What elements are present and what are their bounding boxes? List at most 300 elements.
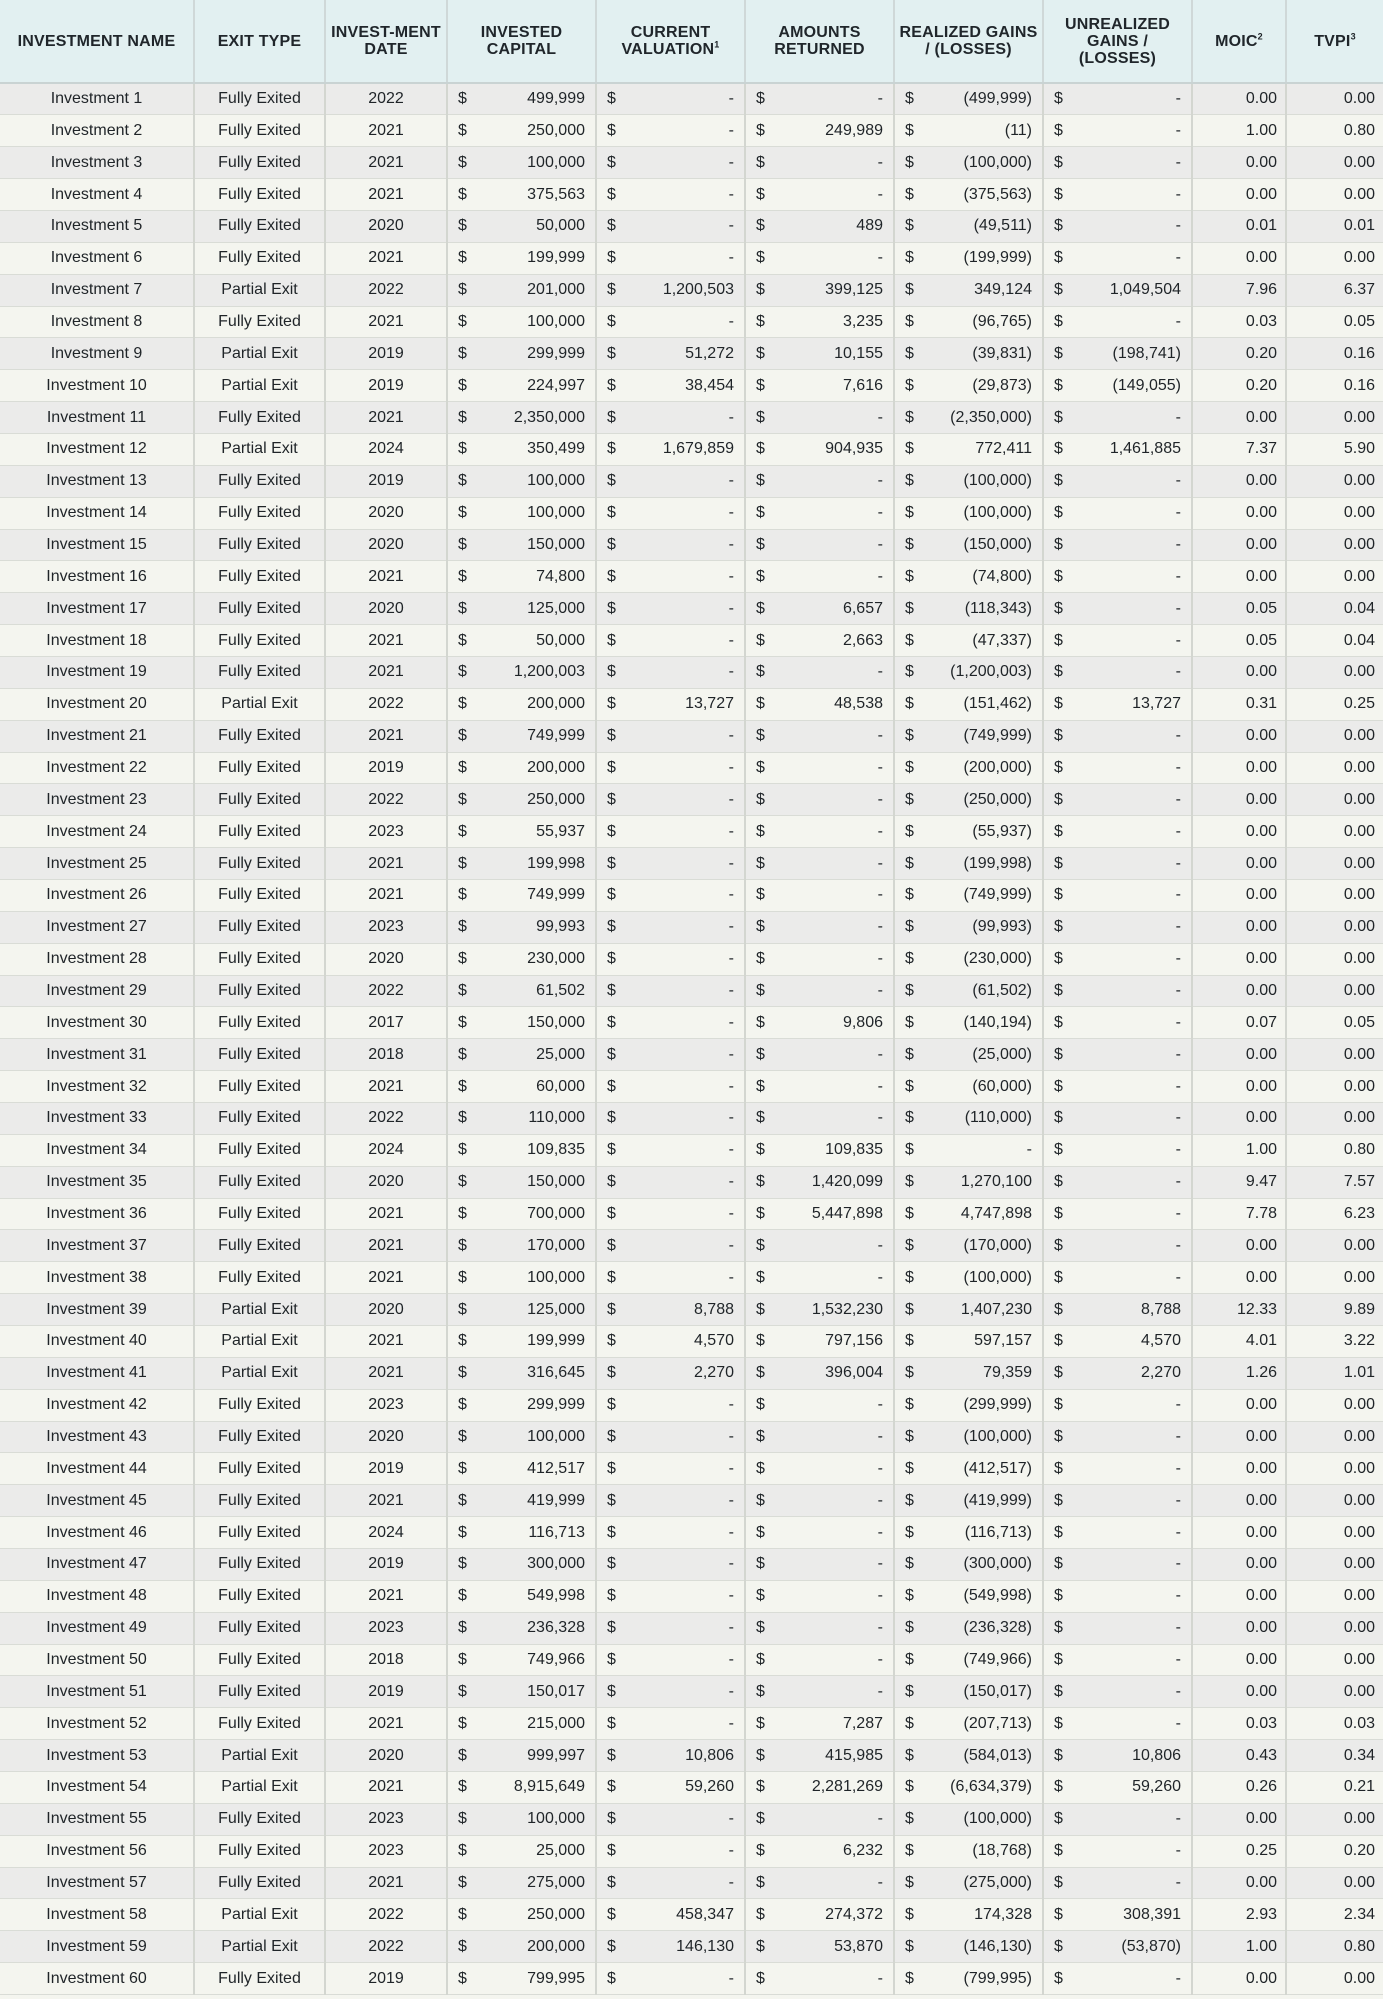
currency-symbol: $ xyxy=(607,1937,616,1955)
currency-symbol: $ xyxy=(905,376,914,394)
currency-symbol: $ xyxy=(458,1459,467,1477)
cell-exit-type: Fully Exited xyxy=(194,497,325,529)
header-unrealized-gains[interactable]: UNREALIZED GAINS / (LOSSES) xyxy=(1043,0,1192,83)
cell-realized-gains xyxy=(894,943,1043,975)
cell-tvpi: 0.00 xyxy=(1286,1421,1383,1453)
cell-investment-name: Investment 48 xyxy=(0,1580,194,1612)
table-row[interactable] xyxy=(0,752,1383,784)
currency-symbol: $ xyxy=(1054,440,1063,458)
currency-symbol: $ xyxy=(607,185,616,203)
table-row[interactable] xyxy=(0,1166,1383,1198)
cell-exit-type: Fully Exited xyxy=(194,1262,325,1294)
cell-exit-type: Fully Exited xyxy=(194,1612,325,1644)
cell-amounts-returned xyxy=(745,656,894,688)
currency-symbol: $ xyxy=(905,1396,914,1414)
cell-value: (100,000) xyxy=(963,153,1032,171)
currency-symbol: $ xyxy=(607,822,616,840)
currency-symbol: $ xyxy=(458,1651,467,1669)
table-row[interactable] xyxy=(0,975,1383,1007)
currency-symbol: $ xyxy=(905,727,914,745)
cell-unrealized-gains xyxy=(1043,1230,1192,1262)
cell-investment-date: 2022 xyxy=(325,784,447,816)
cell-exit-type: Fully Exited xyxy=(194,1230,325,1262)
cell-value: 13,727 xyxy=(1132,695,1181,713)
cell-tvpi: 0.00 xyxy=(1286,656,1383,688)
cell-tvpi: 0.25 xyxy=(1286,688,1383,720)
table-row[interactable] xyxy=(0,338,1383,370)
cell-investment-name: Investment 5 xyxy=(0,210,194,242)
currency-symbol: $ xyxy=(905,440,914,458)
currency-symbol: $ xyxy=(458,1428,467,1446)
table-row[interactable] xyxy=(0,625,1383,657)
currency-symbol: $ xyxy=(458,535,467,553)
table-row[interactable] xyxy=(0,242,1383,274)
cell-tvpi: 0.80 xyxy=(1286,115,1383,147)
cell-value: (250,000) xyxy=(963,790,1032,808)
currency-symbol: $ xyxy=(756,599,765,617)
cell-moic: 0.00 xyxy=(1192,975,1286,1007)
cell-amounts-returned xyxy=(745,943,894,975)
currency-symbol: $ xyxy=(607,1523,616,1541)
table-row[interactable] xyxy=(0,1134,1383,1166)
cell-unrealized-gains xyxy=(1043,816,1192,848)
cell-value: (18,768) xyxy=(972,1842,1032,1860)
cell-current-valuation xyxy=(596,848,745,880)
currency-symbol: $ xyxy=(905,312,914,330)
table-row[interactable] xyxy=(0,1740,1383,1772)
cell-value: - xyxy=(877,1396,883,1414)
cell-tvpi: 0.04 xyxy=(1286,593,1383,625)
table-row[interactable] xyxy=(0,688,1383,720)
cell-value: - xyxy=(728,1077,734,1095)
cell-value: 1,532,230 xyxy=(811,1300,883,1318)
currency-symbol: $ xyxy=(607,1396,616,1414)
currency-symbol: $ xyxy=(756,1714,765,1732)
table-row[interactable] xyxy=(0,1517,1383,1549)
cell-value: - xyxy=(728,1141,734,1159)
header-tvpi[interactable]: TVPI$^3$ xyxy=(1286,0,1383,83)
cell-amounts-returned xyxy=(745,1007,894,1039)
cell-value: - xyxy=(1175,249,1181,267)
cell-investment-date: 2020 xyxy=(325,1421,447,1453)
currency-symbol: $ xyxy=(756,790,765,808)
currency-symbol: $ xyxy=(458,1874,467,1892)
currency-symbol: $ xyxy=(607,695,616,713)
cell-tvpi: 5.90 xyxy=(1286,433,1383,465)
cell-unrealized-gains xyxy=(1043,1835,1192,1867)
currency-symbol: $ xyxy=(607,1332,616,1350)
currency-symbol: $ xyxy=(756,1396,765,1414)
cell-realized-gains xyxy=(894,465,1043,497)
table-row[interactable] xyxy=(0,465,1383,497)
table-row[interactable] xyxy=(0,720,1383,752)
table-row[interactable] xyxy=(0,1612,1383,1644)
cell-value: - xyxy=(1175,727,1181,745)
cell-unrealized-gains xyxy=(1043,943,1192,975)
header-exit-type[interactable]: EXIT TYPE xyxy=(194,0,325,83)
cell-value: - xyxy=(1175,1682,1181,1700)
cell-unrealized-gains xyxy=(1043,911,1192,943)
cell-invested-capital xyxy=(447,210,596,242)
currency-symbol: $ xyxy=(905,1905,914,1923)
cell-invested-capital xyxy=(447,1740,596,1772)
header-invested-capital[interactable]: INVESTED CAPITAL xyxy=(447,0,596,83)
table-row[interactable] xyxy=(0,1485,1383,1517)
table-row[interactable] xyxy=(0,1453,1383,1485)
currency-symbol: $ xyxy=(607,1428,616,1446)
cell-invested-capital xyxy=(447,338,596,370)
cell-invested-capital xyxy=(447,1389,596,1421)
cell-investment-name: Investment 34 xyxy=(0,1134,194,1166)
currency-symbol: $ xyxy=(607,1109,616,1127)
currency-symbol: $ xyxy=(756,950,765,968)
cell-value: - xyxy=(728,1459,734,1477)
cell-value: - xyxy=(877,1969,883,1987)
table-row[interactable] xyxy=(0,1867,1383,1899)
header-investment-date[interactable]: INVEST-MENT DATE xyxy=(325,0,447,83)
cell-value: (375,563) xyxy=(963,185,1032,203)
currency-symbol: $ xyxy=(905,249,914,267)
cell-moic: 0.00 xyxy=(1192,656,1286,688)
cell-moic: 12.33 xyxy=(1192,1294,1286,1326)
cell-value: - xyxy=(877,790,883,808)
cell-moic: 0.00 xyxy=(1192,1039,1286,1071)
currency-symbol: $ xyxy=(905,153,914,171)
table-row[interactable] xyxy=(0,593,1383,625)
table-row[interactable] xyxy=(0,1421,1383,1453)
currency-symbol: $ xyxy=(905,758,914,776)
currency-symbol: $ xyxy=(607,1874,616,1892)
cell-invested-capital xyxy=(447,147,596,179)
cell-invested-capital xyxy=(447,1039,596,1071)
currency-symbol: $ xyxy=(905,1013,914,1031)
table-row[interactable] xyxy=(0,1198,1383,1230)
cell-value: (53,870) xyxy=(1121,1937,1181,1955)
header-realized-gains[interactable]: REALIZED GAINS / (LOSSES) xyxy=(894,0,1043,83)
cell-unrealized-gains xyxy=(1043,625,1192,657)
cell-value: 25,000 xyxy=(536,1045,585,1063)
cell-current-valuation xyxy=(596,1772,745,1804)
cell-value: - xyxy=(877,1682,883,1700)
cell-invested-capital xyxy=(447,625,596,657)
cell-current-valuation xyxy=(596,752,745,784)
cell-current-valuation xyxy=(596,1230,745,1262)
cell-tvpi: 0.00 xyxy=(1286,1262,1383,1294)
table-row[interactable] xyxy=(0,1772,1383,1804)
cell-value: 100,000 xyxy=(527,504,585,522)
cell-unrealized-gains xyxy=(1043,688,1192,720)
table-row[interactable] xyxy=(0,879,1383,911)
cell-invested-capital xyxy=(447,179,596,211)
cell-investment-date: 2021 xyxy=(325,1708,447,1740)
cell-amounts-returned xyxy=(745,1166,894,1198)
table-row[interactable] xyxy=(0,848,1383,880)
cell-value: 2,350,000 xyxy=(513,408,585,426)
cell-exit-type: Fully Exited xyxy=(194,1421,325,1453)
currency-symbol: $ xyxy=(1054,1300,1063,1318)
currency-symbol: $ xyxy=(756,1842,765,1860)
cell-invested-capital xyxy=(447,1007,596,1039)
cell-tvpi: 0.00 xyxy=(1286,911,1383,943)
cell-investment-date: 2021 xyxy=(325,561,447,593)
table-row[interactable] xyxy=(0,497,1383,529)
cell-value: - xyxy=(877,981,883,999)
table-row[interactable] xyxy=(0,1262,1383,1294)
currency-symbol: $ xyxy=(905,854,914,872)
cell-value: (170,000) xyxy=(963,1236,1032,1254)
cell-moic: 7.37 xyxy=(1192,433,1286,465)
cell-tvpi: 0.21 xyxy=(1286,1772,1383,1804)
cell-moic: 0.00 xyxy=(1192,242,1286,274)
table-row[interactable] xyxy=(0,306,1383,338)
cell-tvpi: 2.34 xyxy=(1286,1899,1383,1931)
cell-current-valuation xyxy=(596,1740,745,1772)
currency-symbol: $ xyxy=(756,1555,765,1573)
cell-tvpi: 1.01 xyxy=(1286,1357,1383,1389)
cell-realized-gains xyxy=(894,1166,1043,1198)
currency-symbol: $ xyxy=(905,90,914,108)
cell-value: 904,935 xyxy=(825,440,883,458)
cell-value: - xyxy=(877,950,883,968)
cell-investment-name: Investment 60 xyxy=(0,1963,194,1995)
table-row[interactable] xyxy=(0,147,1383,179)
cell-realized-gains xyxy=(894,402,1043,434)
currency-symbol: $ xyxy=(607,1810,616,1828)
cell-moic: 0.00 xyxy=(1192,1549,1286,1581)
cell-value: 50,000 xyxy=(536,217,585,235)
table-row[interactable] xyxy=(0,561,1383,593)
cell-value: 1,461,885 xyxy=(1109,440,1181,458)
cell-realized-gains xyxy=(894,1835,1043,1867)
table-row[interactable] xyxy=(0,816,1383,848)
currency-symbol: $ xyxy=(458,1905,467,1923)
cell-amounts-returned xyxy=(745,274,894,306)
table-row[interactable] xyxy=(0,1676,1383,1708)
table-row[interactable] xyxy=(0,370,1383,402)
currency-symbol: $ xyxy=(458,663,467,681)
currency-symbol: $ xyxy=(1054,631,1063,649)
table-row[interactable] xyxy=(0,1835,1383,1867)
cell-investment-date: 2021 xyxy=(325,1198,447,1230)
currency-symbol: $ xyxy=(1054,599,1063,617)
table-row[interactable] xyxy=(0,529,1383,561)
cell-value: - xyxy=(728,1651,734,1669)
currency-symbol: $ xyxy=(756,1268,765,1286)
currency-symbol: $ xyxy=(905,1746,914,1764)
cell-value: - xyxy=(1175,1714,1181,1732)
cell-exit-type: Fully Exited xyxy=(194,1708,325,1740)
cell-value: (47,337) xyxy=(972,631,1032,649)
cell-investment-name: Investment 54 xyxy=(0,1772,194,1804)
cell-exit-type: Fully Exited xyxy=(194,1007,325,1039)
cell-invested-capital xyxy=(447,879,596,911)
table-row[interactable] xyxy=(0,402,1383,434)
table-row[interactable] xyxy=(0,1103,1383,1135)
cell-exit-type: Fully Exited xyxy=(194,1134,325,1166)
cell-value: (149,055) xyxy=(1112,376,1181,394)
cell-value: - xyxy=(728,535,734,553)
cell-current-valuation xyxy=(596,1963,745,1995)
cell-unrealized-gains xyxy=(1043,720,1192,752)
cell-invested-capital xyxy=(447,1899,596,1931)
currency-symbol: $ xyxy=(1054,535,1063,553)
header-current-valuation[interactable]: CURRENT VALUATION$^1$ xyxy=(596,0,745,83)
cell-exit-type: Fully Exited xyxy=(194,465,325,497)
cell-value: - xyxy=(1175,854,1181,872)
cell-investment-name: Investment 59 xyxy=(0,1931,194,1963)
table-row[interactable] xyxy=(0,83,1383,115)
table-row[interactable] xyxy=(0,1580,1383,1612)
header-moic[interactable]: MOIC$^2$ xyxy=(1192,0,1286,83)
table-row[interactable] xyxy=(0,1963,1383,1995)
cell-amounts-returned xyxy=(745,1039,894,1071)
cell-investment-name: Investment 36 xyxy=(0,1198,194,1230)
currency-symbol: $ xyxy=(458,281,467,299)
cell-tvpi: 0.00 xyxy=(1286,465,1383,497)
table-row[interactable] xyxy=(0,433,1383,465)
table-row[interactable] xyxy=(0,1899,1383,1931)
cell-unrealized-gains xyxy=(1043,433,1192,465)
cell-investment-date: 2019 xyxy=(325,338,447,370)
table-row[interactable] xyxy=(0,1294,1383,1326)
cell-investment-date: 2022 xyxy=(325,83,447,115)
header-amounts-returned[interactable]: AMOUNTS RETURNED xyxy=(745,0,894,83)
cell-unrealized-gains xyxy=(1043,147,1192,179)
cell-unrealized-gains xyxy=(1043,561,1192,593)
cell-invested-capital xyxy=(447,1549,596,1581)
cell-investment-date: 2021 xyxy=(325,1071,447,1103)
table-row[interactable] xyxy=(0,274,1383,306)
cell-value: (74,800) xyxy=(972,567,1032,585)
currency-symbol: $ xyxy=(607,1268,616,1286)
cell-realized-gains xyxy=(894,1357,1043,1389)
cell-tvpi: 0.16 xyxy=(1286,370,1383,402)
cell-invested-capital xyxy=(447,1198,596,1230)
table-row[interactable] xyxy=(0,911,1383,943)
cell-unrealized-gains xyxy=(1043,1867,1192,1899)
table-row[interactable] xyxy=(0,1644,1383,1676)
currency-symbol: $ xyxy=(607,1141,616,1159)
table-row[interactable] xyxy=(0,1389,1383,1421)
cell-tvpi: 0.00 xyxy=(1286,784,1383,816)
cell-exit-type: Fully Exited xyxy=(194,1549,325,1581)
cell-amounts-returned xyxy=(745,1644,894,1676)
table-row[interactable] xyxy=(0,943,1383,975)
cell-investment-date: 2020 xyxy=(325,1740,447,1772)
cell-realized-gains xyxy=(894,1326,1043,1358)
table-row[interactable] xyxy=(0,1549,1383,1581)
table-row[interactable] xyxy=(0,1803,1383,1835)
cell-moic: 0.03 xyxy=(1192,1708,1286,1740)
cell-value: - xyxy=(1175,153,1181,171)
table-row[interactable] xyxy=(0,1007,1383,1039)
currency-symbol: $ xyxy=(607,1587,616,1605)
currency-symbol: $ xyxy=(607,886,616,904)
currency-symbol: $ xyxy=(756,695,765,713)
table-row[interactable] xyxy=(0,210,1383,242)
cell-value: - xyxy=(1175,535,1181,553)
table-row[interactable] xyxy=(0,1326,1383,1358)
cell-value: 236,328 xyxy=(527,1619,585,1637)
cell-investment-name: Investment 14 xyxy=(0,497,194,529)
cell-current-valuation xyxy=(596,465,745,497)
currency-symbol: $ xyxy=(458,1555,467,1573)
cell-moic: 0.20 xyxy=(1192,370,1286,402)
currency-symbol: $ xyxy=(1054,981,1063,999)
table-row[interactable] xyxy=(0,1230,1383,1262)
cell-invested-capital xyxy=(447,1676,596,1708)
cell-value: 349,124 xyxy=(974,281,1032,299)
cell-amounts-returned xyxy=(745,1453,894,1485)
currency-symbol: $ xyxy=(1054,312,1063,330)
currency-symbol: $ xyxy=(905,1045,914,1063)
cell-unrealized-gains xyxy=(1043,306,1192,338)
cell-investment-name: Investment 32 xyxy=(0,1071,194,1103)
cell-value: (207,713) xyxy=(963,1714,1032,1732)
cell-amounts-returned xyxy=(745,465,894,497)
cell-value: - xyxy=(877,1523,883,1541)
currency-symbol: $ xyxy=(905,1587,914,1605)
cell-invested-capital xyxy=(447,1835,596,1867)
cell-realized-gains xyxy=(894,179,1043,211)
header-investment-name[interactable]: INVESTMENT NAME xyxy=(0,0,194,83)
cell-realized-gains xyxy=(894,1134,1043,1166)
table-row[interactable] xyxy=(0,784,1383,816)
currency-symbol: $ xyxy=(905,790,914,808)
table-body xyxy=(0,83,1383,1995)
cell-value: 170,000 xyxy=(527,1236,585,1254)
cell-value: 250,000 xyxy=(527,121,585,139)
cell-current-valuation xyxy=(596,1039,745,1071)
table-row[interactable] xyxy=(0,115,1383,147)
cell-moic: 0.00 xyxy=(1192,1867,1286,1899)
cell-tvpi: 0.05 xyxy=(1286,1007,1383,1039)
cell-investment-name: Investment 23 xyxy=(0,784,194,816)
cell-unrealized-gains xyxy=(1043,1708,1192,1740)
cell-value: - xyxy=(1175,918,1181,936)
table-row[interactable] xyxy=(0,1071,1383,1103)
cell-invested-capital xyxy=(447,1134,596,1166)
cell-investment-name: Investment 56 xyxy=(0,1835,194,1867)
cell-investment-name: Investment 51 xyxy=(0,1676,194,1708)
cell-amounts-returned xyxy=(745,402,894,434)
cell-value: - xyxy=(1175,1396,1181,1414)
currency-symbol: $ xyxy=(1054,185,1063,203)
cell-exit-type: Fully Exited xyxy=(194,1485,325,1517)
currency-symbol: $ xyxy=(607,663,616,681)
cell-investment-name: Investment 45 xyxy=(0,1485,194,1517)
table-row[interactable] xyxy=(0,656,1383,688)
table-row[interactable] xyxy=(0,1357,1383,1389)
table-row[interactable] xyxy=(0,179,1383,211)
cell-investment-name: Investment 16 xyxy=(0,561,194,593)
cell-amounts-returned xyxy=(745,1230,894,1262)
cell-value: 412,517 xyxy=(527,1459,585,1477)
cell-value: (39,831) xyxy=(972,344,1032,362)
cell-current-valuation xyxy=(596,943,745,975)
cell-exit-type: Fully Exited xyxy=(194,975,325,1007)
cell-unrealized-gains xyxy=(1043,1421,1192,1453)
cell-value: 199,999 xyxy=(527,249,585,267)
cell-current-valuation xyxy=(596,1835,745,1867)
table-row[interactable] xyxy=(0,1931,1383,1963)
cell-value: - xyxy=(1175,1205,1181,1222)
cell-unrealized-gains xyxy=(1043,115,1192,147)
currency-symbol: $ xyxy=(1054,344,1063,362)
table-row[interactable] xyxy=(0,1708,1383,1740)
cell-amounts-returned xyxy=(745,497,894,529)
table-row[interactable] xyxy=(0,1039,1383,1071)
